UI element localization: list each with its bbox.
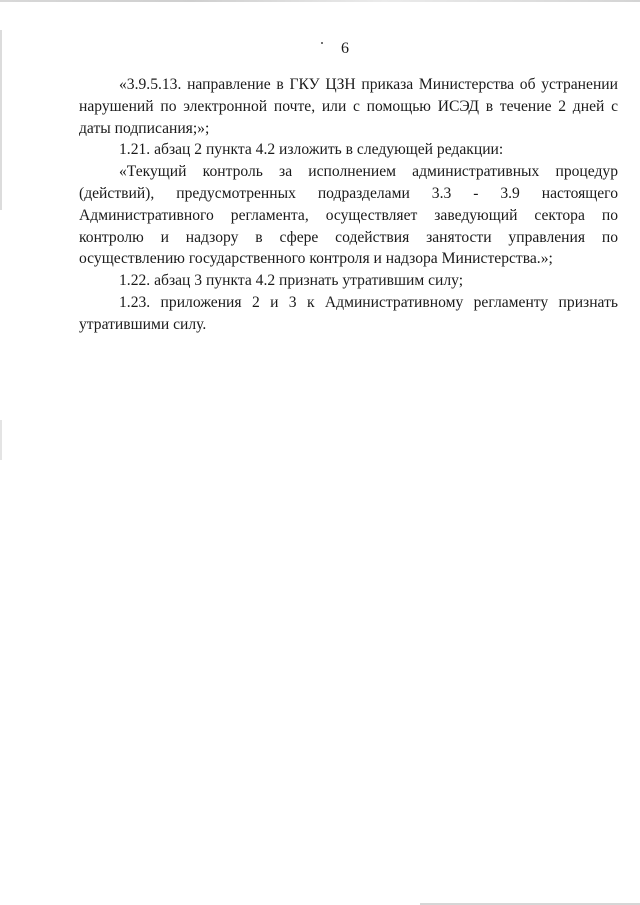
paragraph-1-22: 1.22. абзац 3 пункта 4.2 признать утратившим силу; <box>119 272 464 290</box>
paragraph-3-9-5-13: «3.9.5.13. направление в ГКУ ЦЗН приказа Министерства об устранении нарушений по электронной почте, или с помощью ИСЭД в течение 2 дней с даты подписания;»; <box>79 76 618 137</box>
paragraph-current-control: «Текущий контроль за исполнением административных процедур (действий), предусмотренных подразделами 3.3 - 3.9 настоящего Административного регламента, осуществляет заведующий сектора по контролю и надзору в сфере содействия занятости управления по осуществлению государственного контроля и надзора Министерства.»; <box>79 163 618 268</box>
scan-edge-top <box>0 0 640 2</box>
scan-edge-left-lower <box>0 420 2 460</box>
page-number: 6 <box>341 40 349 57</box>
paragraph-1-21: 1.21. абзац 2 пункта 4.2 изложить в следующей редакции: <box>119 141 504 159</box>
document-body <box>79 74 618 336</box>
paragraph-1-23: 1.23. приложения 2 и 3 к Административному регламенту признать утратившими силу. <box>79 293 618 333</box>
